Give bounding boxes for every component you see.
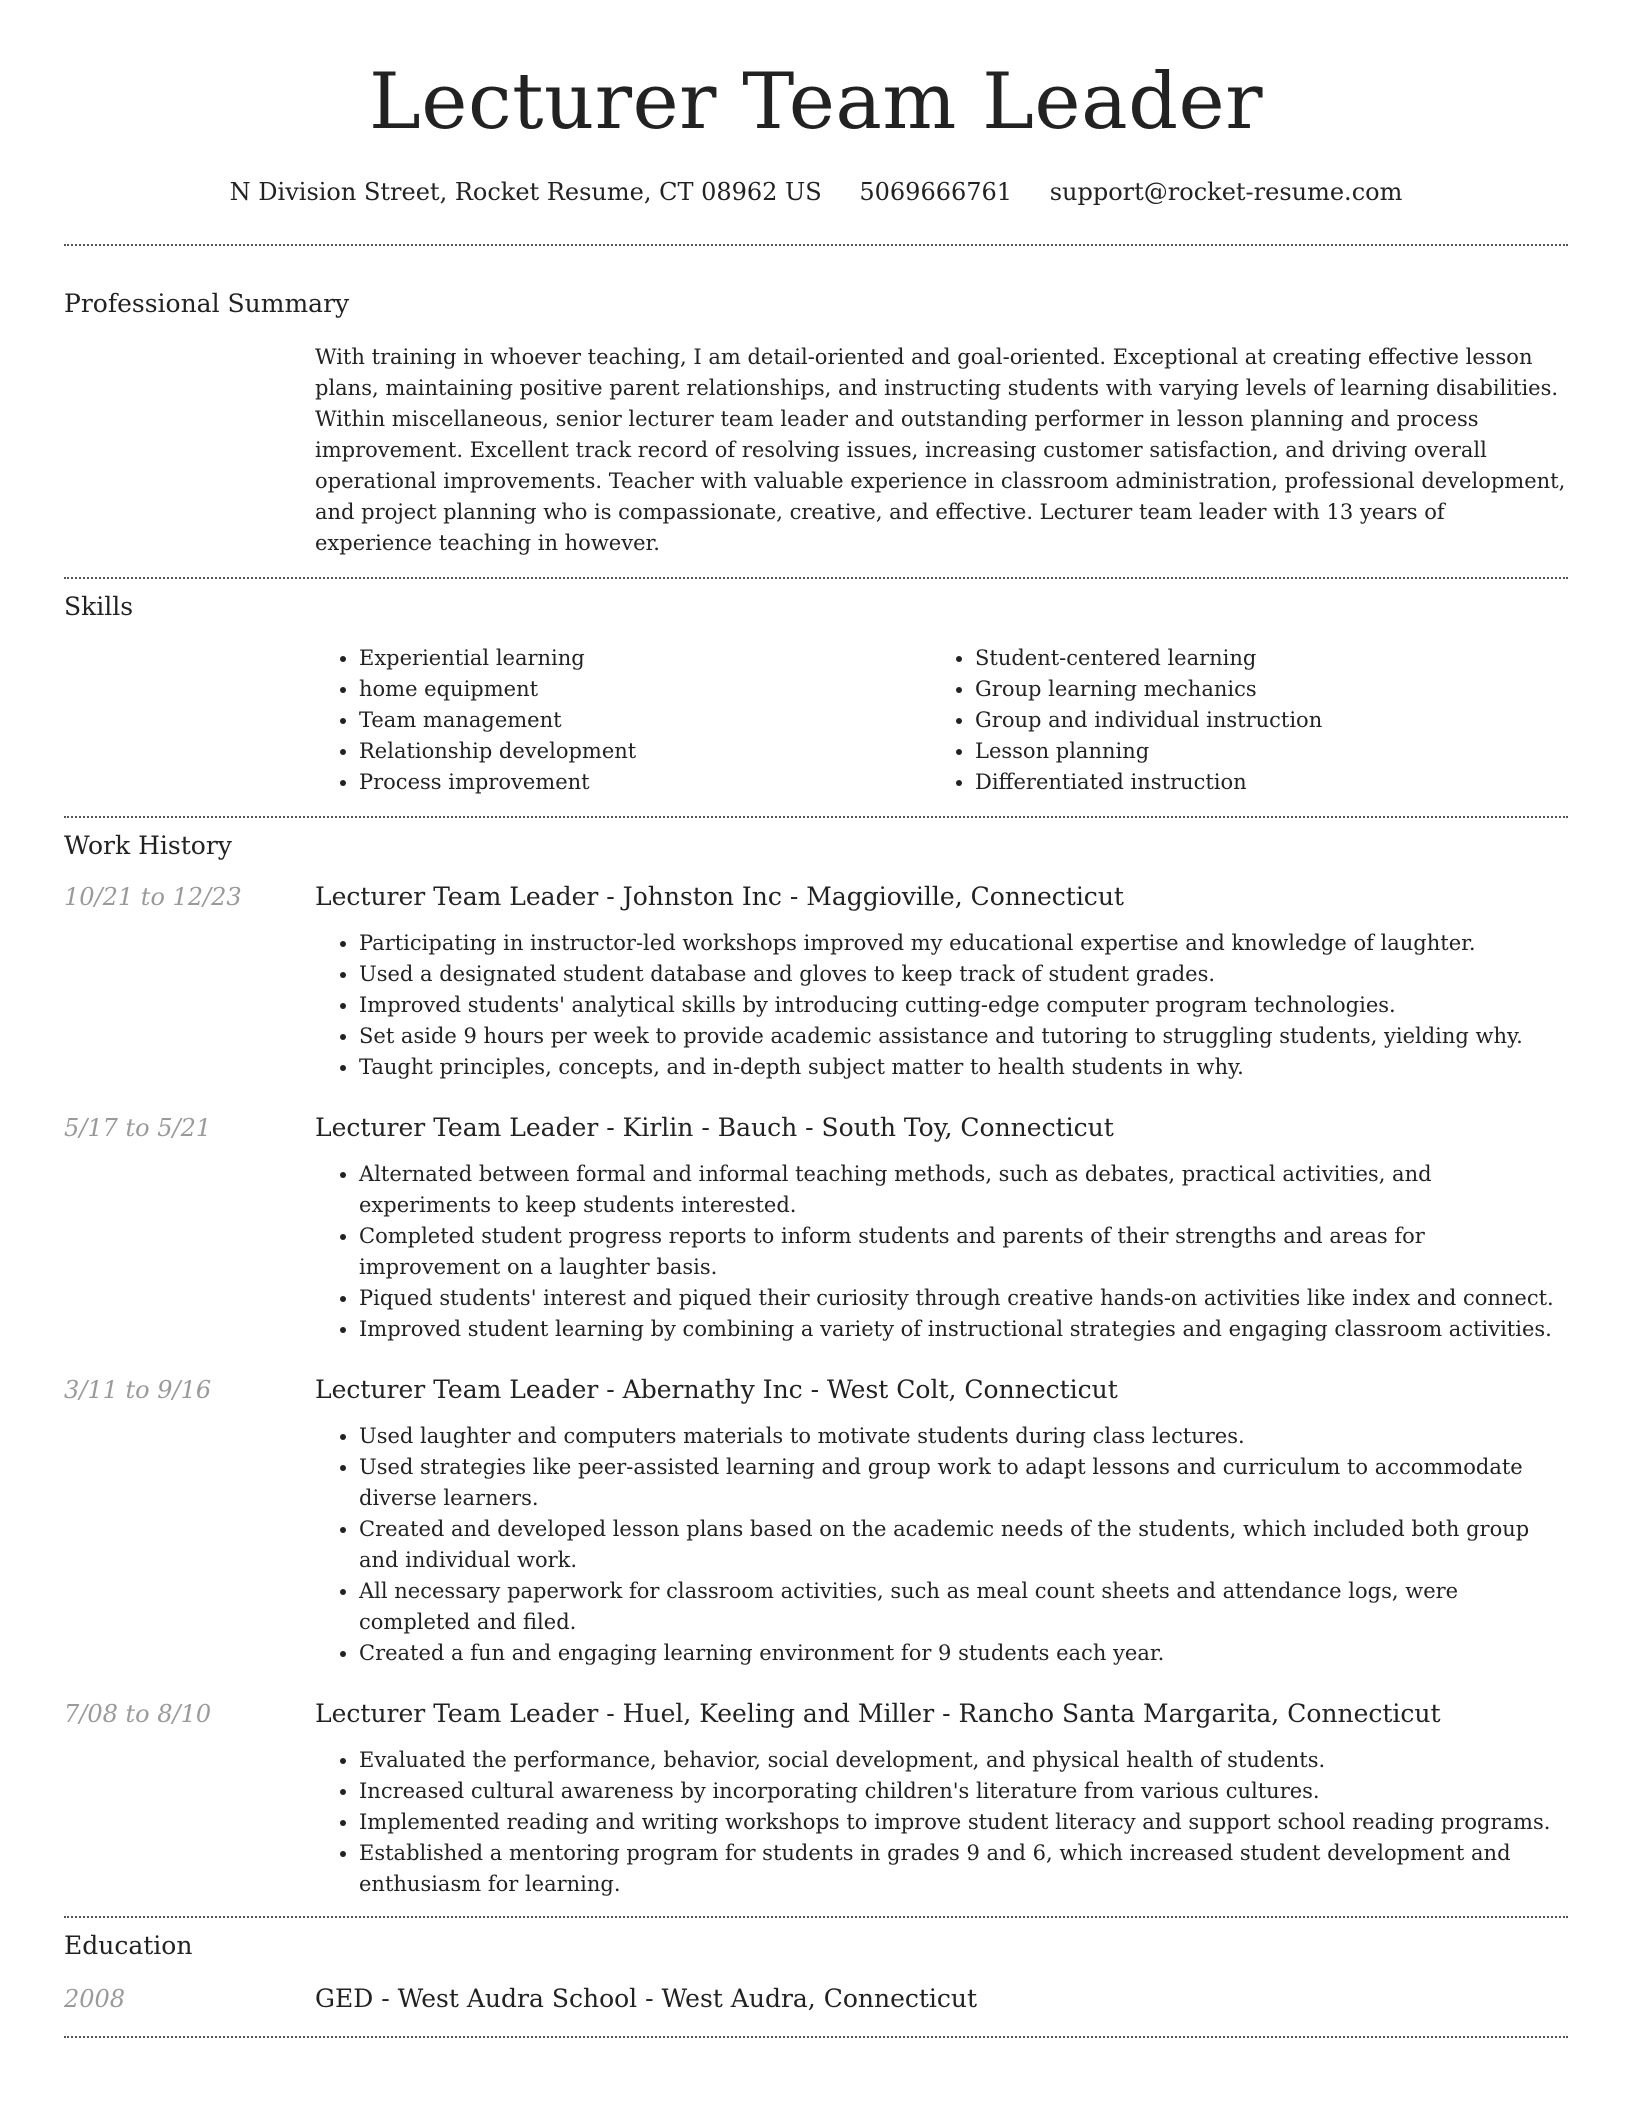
skills-heading: Skills bbox=[64, 592, 134, 621]
list-item: • Student-centered learning bbox=[975, 643, 1547, 674]
job-date: 7/08 to 8/10 bbox=[64, 1700, 212, 1728]
list-item: • Completed student progress reports to inform students and parents of their strengths and areas for improvement on a laughter basis. bbox=[359, 1221, 1568, 1283]
list-item: • Used strategies like peer-assisted learning and group work to adapt lessons and curriculum to accommodate diverse learners. bbox=[359, 1452, 1568, 1514]
list-item: • Piqued students' interest and piqued their curiosity through creative hands-on activities like index and connect. bbox=[359, 1283, 1568, 1314]
list-item: • Set aside 9 hours per week to provide academic assistance and tutoring to struggling students, yielding why. bbox=[359, 1021, 1568, 1052]
job-title: Lecturer Team Leader - Johnston Inc - Maggioville, Connecticut bbox=[315, 882, 1124, 911]
list-item: • Process improvement bbox=[359, 767, 931, 798]
divider bbox=[64, 2036, 1568, 2038]
job-entry bbox=[64, 1111, 1568, 1345]
job-date: 3/11 to 9/16 bbox=[64, 1376, 212, 1404]
list-item: • Experiential learning bbox=[359, 643, 931, 674]
divider bbox=[64, 816, 1568, 818]
list-item: • Differentiated instruction bbox=[975, 767, 1547, 798]
education-title: GED - West Audra School - West Audra, Connecticut bbox=[315, 1984, 978, 2013]
contact-address: N Division Street, Rocket Resume, CT 08962 US bbox=[229, 178, 822, 206]
list-item: • Participating in instructor-led workshops improved my educational expertise and knowledge of laughter. bbox=[359, 928, 1568, 959]
list-item: • Alternated between formal and informal teaching methods, such as debates, practical activities, and experiments to keep students interested. bbox=[359, 1159, 1568, 1221]
list-item: • Group and individual instruction bbox=[975, 705, 1547, 736]
list-item: • Used a designated student database and gloves to keep track of student grades. bbox=[359, 959, 1568, 990]
list-item: • Taught principles, concepts, and in-depth subject matter to health students in why. bbox=[359, 1052, 1568, 1083]
skills-columns bbox=[315, 643, 1568, 798]
list-item: • Created a fun and engaging learning environment for 9 students each year. bbox=[359, 1638, 1568, 1669]
education-date: 2008 bbox=[64, 1985, 126, 2013]
divider bbox=[64, 577, 1568, 579]
work-history-heading: Work History bbox=[64, 831, 232, 860]
summary-text: With training in whoever teaching, I am detail-oriented and goal-oriented. Exceptional at creating effective lesson plans, maintaining positive parent relationships, and instructing students with varying levels of learning disabilities. Within miscellaneous, senior lecturer team leader and outstanding performer in lesson planning and process improvement. Excellent track record of resolving issues, increasing customer satisfaction, and driving overall operational improvements. Teacher with valuable experience in classroom administration, professional development, and project planning who is compassionate, creative, and effective. Lecturer team leader with 13 years of experience teaching in however. bbox=[315, 345, 1566, 555]
list-item: • All necessary paperwork for classroom activities, such as meal count sheets and attendance logs, were completed and filed. bbox=[359, 1576, 1568, 1638]
job-date: 10/21 to 12/23 bbox=[64, 883, 242, 911]
list-item: • Improved students' analytical skills by introducing cutting-edge computer program technologies. bbox=[359, 990, 1568, 1021]
work-history-section bbox=[64, 830, 1568, 1900]
job-entry bbox=[64, 880, 1568, 1083]
job-title: Lecturer Team Leader - Abernathy Inc - West Colt, Connecticut bbox=[315, 1375, 1118, 1404]
list-item: • Improved student learning by combining a variety of instructional strategies and engaging classroom activities. bbox=[359, 1314, 1568, 1345]
list-item: • Group learning mechanics bbox=[975, 674, 1547, 705]
job-bullets bbox=[315, 928, 1568, 1083]
skills-list-left bbox=[315, 643, 931, 798]
list-item: • Evaluated the performance, behavior, social development, and physical health of students. bbox=[359, 1745, 1568, 1776]
resume-name: Lecturer Team Leader bbox=[369, 57, 1263, 147]
list-item: • Relationship development bbox=[359, 736, 931, 767]
education-section bbox=[64, 1930, 1568, 2016]
summary-section bbox=[64, 288, 1568, 559]
job-entry bbox=[64, 1373, 1568, 1669]
list-item: • Lesson planning bbox=[975, 736, 1547, 767]
job-title: Lecturer Team Leader - Kirlin - Bauch - South Toy, Connecticut bbox=[315, 1113, 1114, 1142]
job-bullets bbox=[315, 1159, 1568, 1345]
contact-line bbox=[64, 176, 1568, 208]
job-title: Lecturer Team Leader - Huel, Keeling and Miller - Rancho Santa Margarita, Connecticut bbox=[315, 1699, 1441, 1728]
education-entry bbox=[64, 1982, 1568, 2016]
skills-section bbox=[64, 591, 1568, 798]
list-item: • Established a mentoring program for students in grades 9 and 6, which increased student development and enthusiasm for learning. bbox=[359, 1838, 1568, 1900]
list-item: • Used laughter and computers materials to motivate students during class lectures. bbox=[359, 1421, 1568, 1452]
list-item: • home equipment bbox=[359, 674, 931, 705]
education-heading: Education bbox=[64, 1931, 193, 1960]
job-date: 5/17 to 5/21 bbox=[64, 1114, 212, 1142]
list-item: • Implemented reading and writing workshops to improve student literacy and support school reading programs. bbox=[359, 1807, 1568, 1838]
contact-phone: 5069666761 bbox=[859, 178, 1013, 206]
summary-heading: Professional Summary bbox=[64, 289, 350, 318]
list-item: • Created and developed lesson plans based on the academic needs of the students, which included both group and individual work. bbox=[359, 1514, 1568, 1576]
job-bullets bbox=[315, 1745, 1568, 1900]
job-entry bbox=[64, 1697, 1568, 1900]
contact-email: support@rocket-resume.com bbox=[1049, 178, 1403, 206]
divider bbox=[64, 1916, 1568, 1918]
skills-list-right bbox=[931, 643, 1547, 798]
list-item: • Team management bbox=[359, 705, 931, 736]
job-bullets bbox=[315, 1421, 1568, 1669]
divider bbox=[64, 244, 1568, 246]
list-item: • Increased cultural awareness by incorporating children's literature from various cultures. bbox=[359, 1776, 1568, 1807]
